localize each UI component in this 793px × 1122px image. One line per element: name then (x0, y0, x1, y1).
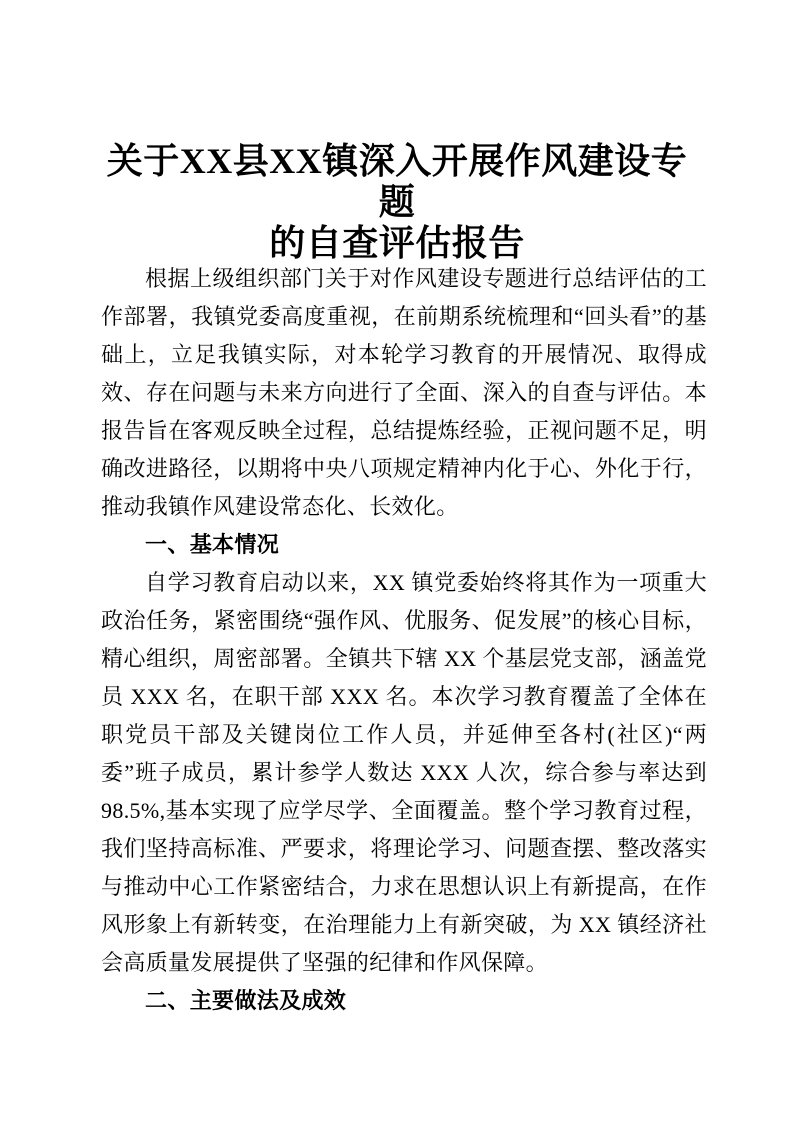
document-title (94, 141, 700, 264)
section-heading-main-practices: 二、主要做法及成效 (145, 988, 347, 1013)
section-heading-basic-situation: 一、基本情况 (145, 532, 280, 557)
document-title-line-2: 的自查评估报告 (269, 223, 525, 263)
document-title-line-1: 关于XX县XX镇深入开展作风建设专题 (106, 141, 688, 222)
intro-paragraph: 根据上级组织部门关于对作风建设专题进行总结评估的工作部署，我镇党委高度重视，在前期系统梳理和“回头看”的基础上，立足我镇实际，对本轮学习教育的开展情况、取得成效、存在问题与未来方向进行了全面、深入的自查与评估。本报告旨在客观反映全过程，总结提炼经验，正视问题不足，明确改进路径，以期将中央八项规定精神内化于心、外化于行，推动我镇作风建设常态化、长效化。 (101, 266, 707, 519)
section1-paragraph: 自学习教育启动以来，XX 镇党委始终将其作为一项重大政治任务，紧密围绕“强作风、优服务、促发展”的核心目标，精心组织，周密部署。全镇共下辖 XX 个基层党支部，涵盖党员 XXX 名，在职干部 XXX 名。本次学习教育覆盖了全体在职党员干部及关键岗位工作人员，并延伸至各村(社区)“两委”班子成员，累计参学人数达 XXX 人次，综合参与率达到 98.5%,基本实现了应学尽学、全面覆盖。整个学习教育过程，我们坚持高标准、严要求，将理论学习、问题查摆、整改落实与推动中心工作紧密结合，力求在思想认识上有新提高，在作风形象上有新转变，在治理能力上有新突破，为 XX 镇经济社会高质量发展提供了坚强的纪律和作风保障。 (101, 570, 707, 975)
